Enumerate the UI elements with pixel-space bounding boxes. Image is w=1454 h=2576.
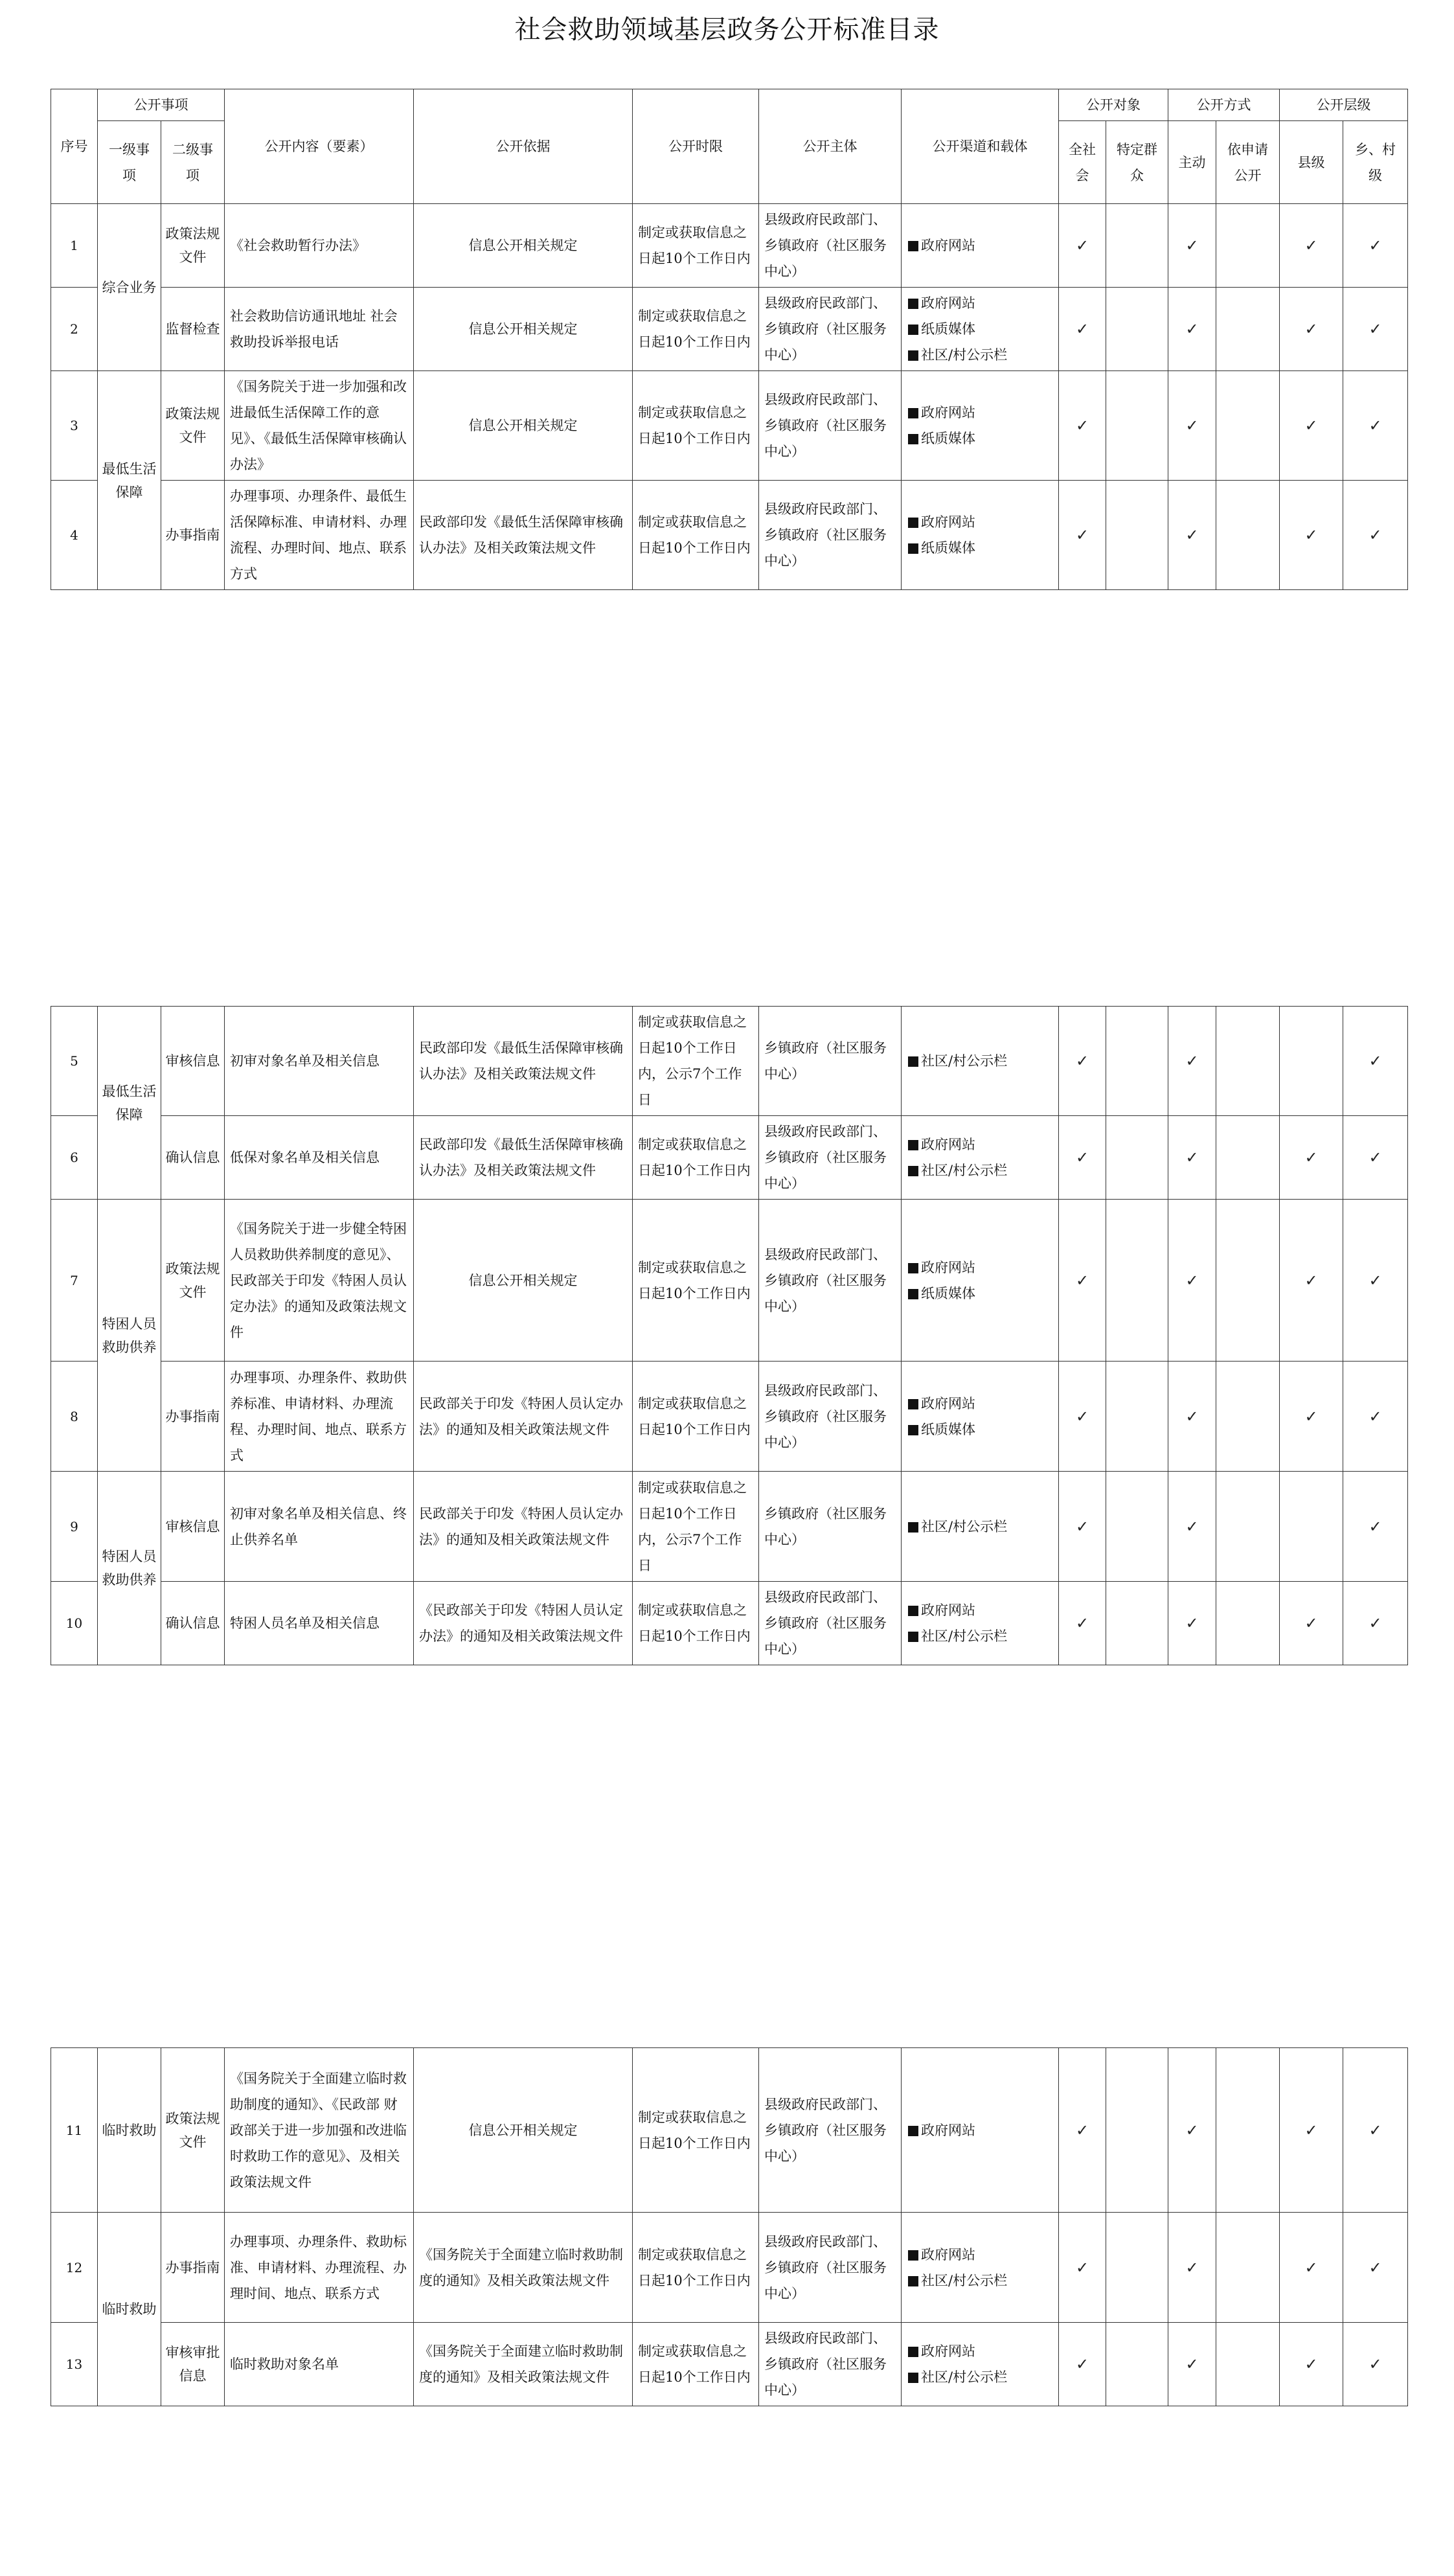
content-cell: 办理事项、办理条件、救助供养标准、申请材料、办理流程、办理时间、地点、联系方式: [225, 1362, 414, 1472]
basis-cell: 民政部印发《最低生活保障审核确认办法》及相关政策法规文件: [414, 1007, 633, 1116]
target-all-check: ✓: [1059, 2323, 1106, 2406]
table-row: [51, 371, 1408, 481]
square-bullet-icon: [908, 1056, 918, 1067]
mode-active-check: ✓: [1168, 1007, 1216, 1116]
catalog-table-part-2: [51, 1006, 1408, 1665]
square-bullet-icon: [908, 241, 918, 251]
tier-village-check: ✓: [1343, 1200, 1408, 1362]
basis-cell: 《国务院关于全面建立临时救助制度的通知》及相关政策法规文件: [414, 2323, 633, 2406]
table-row: [51, 2323, 1408, 2406]
tier-village-check: ✓: [1343, 1007, 1408, 1116]
channel-item: [908, 400, 1052, 426]
tier-county-cell: [1280, 1472, 1343, 1582]
content-cell: 办理事项、办理条件、救助标准、申请材料、办理流程、办理时间、地点、联系方式: [225, 2213, 414, 2323]
channel-item: [908, 316, 1052, 342]
table-row: [51, 1472, 1408, 1582]
target-all-check: ✓: [1059, 1362, 1106, 1472]
row-number: 8: [51, 1362, 98, 1472]
table-row: [51, 481, 1408, 590]
table-row: [51, 1200, 1408, 1362]
channel-cell: [902, 288, 1059, 371]
basis-cell: 民政部关于印发《特困人员认定办法》的通知及相关政策法规文件: [414, 1362, 633, 1472]
header-target-specific: 特定群众: [1106, 121, 1168, 204]
time-cell: 制定或获取信息之日起10个工作日内，公示7个工作日: [633, 1007, 759, 1116]
time-cell: 制定或获取信息之日起10个工作日内，公示7个工作日: [633, 1472, 759, 1582]
channel-label: 社区/村公示栏: [921, 2369, 1008, 2385]
subject-cell: 县级政府民政部门、乡镇政府（社区服务中心）: [759, 1362, 902, 1472]
tier-village-check: ✓: [1343, 1362, 1408, 1472]
channel-label: 纸质媒体: [921, 540, 975, 556]
channel-cell: [902, 1362, 1059, 1472]
channel-label: 政府网站: [921, 1395, 975, 1411]
tier-village-check: ✓: [1343, 2048, 1408, 2213]
square-bullet-icon: [908, 1606, 918, 1616]
tier-county-check: ✓: [1280, 1200, 1343, 1362]
channel-item: [908, 1391, 1052, 1417]
channel-item: [908, 535, 1052, 561]
basis-cell: 信息公开相关规定: [414, 2048, 633, 2213]
mode-active-check: ✓: [1168, 481, 1216, 590]
channel-label: 政府网站: [921, 2343, 975, 2359]
content-cell: 低保对象名单及相关信息: [225, 1116, 414, 1200]
tier-village-check: ✓: [1343, 481, 1408, 590]
target-all-check: ✓: [1059, 2213, 1106, 2323]
subject-cell: 县级政府民政部门、乡镇政府（社区服务中心）: [759, 1582, 902, 1665]
square-bullet-icon: [908, 1632, 918, 1642]
row-number: 1: [51, 204, 98, 288]
channel-item: [908, 1597, 1052, 1623]
time-cell: 制定或获取信息之日起10个工作日内: [633, 481, 759, 590]
target-specific-cell: [1106, 1472, 1168, 1582]
channel-label: 政府网站: [921, 2122, 975, 2138]
channel-item: [908, 1132, 1052, 1157]
target-all-check: ✓: [1059, 204, 1106, 288]
channel-cell: [902, 1007, 1059, 1116]
target-specific-cell: [1106, 2048, 1168, 2213]
mode-active-check: ✓: [1168, 1582, 1216, 1665]
row-number: 11: [51, 2048, 98, 2213]
target-specific-cell: [1106, 2323, 1168, 2406]
level2-item: 政策法规文件: [161, 371, 225, 481]
channel-item: [908, 2242, 1052, 2268]
page-title: 社会救助领域基层政务公开标准目录: [514, 15, 940, 45]
subject-cell: 县级政府民政部门、乡镇政府（社区服务中心）: [759, 2213, 902, 2323]
target-all-check: ✓: [1059, 1200, 1106, 1362]
mode-request-cell: [1216, 1116, 1280, 1200]
tier-county-check: ✓: [1280, 1582, 1343, 1665]
header-time: 公开时限: [633, 89, 759, 204]
channel-cell: [902, 1582, 1059, 1665]
table-row: [51, 2048, 1408, 2213]
time-cell: 制定或获取信息之日起10个工作日内: [633, 1582, 759, 1665]
mode-active-check: ✓: [1168, 1362, 1216, 1472]
mode-request-cell: [1216, 481, 1280, 590]
level2-item: 政策法规文件: [161, 204, 225, 288]
channel-item: [908, 2117, 1052, 2143]
subject-cell: 县级政府民政部门、乡镇政府（社区服务中心）: [759, 2048, 902, 2213]
level1-item: 临时救助: [98, 2048, 161, 2213]
level2-item: 政策法规文件: [161, 1200, 225, 1362]
content-cell: 社会救助信访通讯地址 社会救助投诉举报电话: [225, 288, 414, 371]
channel-item: [908, 2364, 1052, 2390]
target-specific-cell: [1106, 1007, 1168, 1116]
channel-label: 社区/村公示栏: [921, 2272, 1008, 2288]
tier-village-check: ✓: [1343, 288, 1408, 371]
channel-item: [908, 342, 1052, 368]
mode-active-check: ✓: [1168, 1116, 1216, 1200]
target-all-check: ✓: [1059, 1472, 1106, 1582]
target-specific-cell: [1106, 2213, 1168, 2323]
mode-request-cell: [1216, 204, 1280, 288]
channel-item: [908, 2338, 1052, 2364]
row-number: 6: [51, 1116, 98, 1200]
channel-label: 社区/村公示栏: [921, 1628, 1008, 1644]
time-cell: 制定或获取信息之日起10个工作日内: [633, 1200, 759, 1362]
mode-active-check: ✓: [1168, 1200, 1216, 1362]
mode-active-check: ✓: [1168, 288, 1216, 371]
target-all-check: ✓: [1059, 481, 1106, 590]
square-bullet-icon: [908, 543, 918, 554]
time-cell: 制定或获取信息之日起10个工作日内: [633, 204, 759, 288]
square-bullet-icon: [908, 325, 918, 335]
mode-active-check: ✓: [1168, 2323, 1216, 2406]
mode-request-cell: [1216, 2048, 1280, 2213]
channel-item: [908, 509, 1052, 535]
square-bullet-icon: [908, 434, 918, 444]
channel-label: 政府网站: [921, 1259, 975, 1275]
channel-cell: [902, 1200, 1059, 1362]
channel-cell: [902, 481, 1059, 590]
subject-cell: 县级政府民政部门、乡镇政府（社区服务中心）: [759, 371, 902, 481]
basis-cell: 信息公开相关规定: [414, 1200, 633, 1362]
level2-item: 办事指南: [161, 1362, 225, 1472]
channel-item: [908, 426, 1052, 451]
channel-item: [908, 1623, 1052, 1649]
channel-cell: [902, 204, 1059, 288]
catalog-table-part-3: [51, 2047, 1408, 2406]
row-number: 10: [51, 1582, 98, 1665]
square-bullet-icon: [908, 2250, 918, 2261]
tier-village-check: ✓: [1343, 1582, 1408, 1665]
square-bullet-icon: [908, 518, 918, 528]
row-number: 4: [51, 481, 98, 590]
mode-request-cell: [1216, 288, 1280, 371]
catalog-table-part-1: [51, 89, 1408, 590]
channel-label: 社区/村公示栏: [921, 1053, 1008, 1069]
square-bullet-icon: [908, 1166, 918, 1176]
subject-cell: 县级政府民政部门、乡镇政府（社区服务中心）: [759, 204, 902, 288]
square-bullet-icon: [908, 1425, 918, 1435]
tier-county-check: ✓: [1280, 288, 1343, 371]
time-cell: 制定或获取信息之日起10个工作日内: [633, 2323, 759, 2406]
subject-cell: 乡镇政府（社区服务中心）: [759, 1007, 902, 1116]
square-bullet-icon: [908, 1522, 918, 1533]
tier-county-cell: [1280, 1007, 1343, 1116]
subject-cell: 县级政府民政部门、乡镇政府（社区服务中心）: [759, 481, 902, 590]
basis-cell: 《国务院关于全面建立临时救助制度的通知》及相关政策法规文件: [414, 2213, 633, 2323]
level2-item: 审核信息: [161, 1007, 225, 1116]
channel-cell: [902, 2213, 1059, 2323]
subject-cell: 县级政府民政部门、乡镇政府（社区服务中心）: [759, 1116, 902, 1200]
level1-item: 临时救助: [98, 2213, 161, 2406]
channel-cell: [902, 1472, 1059, 1582]
channel-item: [908, 1255, 1052, 1281]
row-number: 12: [51, 2213, 98, 2323]
target-all-check: ✓: [1059, 371, 1106, 481]
channel-label: 社区/村公示栏: [921, 347, 1008, 363]
header-mode-active: 主动: [1168, 121, 1216, 204]
table-row: [51, 1116, 1408, 1200]
level2-item: 确认信息: [161, 1116, 225, 1200]
channel-item: [908, 233, 1052, 258]
mode-request-cell: [1216, 1200, 1280, 1362]
mode-request-cell: [1216, 1582, 1280, 1665]
time-cell: 制定或获取信息之日起10个工作日内: [633, 1116, 759, 1200]
channel-cell: [902, 1116, 1059, 1200]
channel-label: 纸质媒体: [921, 1421, 975, 1437]
basis-cell: 民政部关于印发《特困人员认定办法》的通知及相关政策法规文件: [414, 1472, 633, 1582]
table-row: [51, 1362, 1408, 1472]
tier-village-check: ✓: [1343, 2323, 1408, 2406]
target-specific-cell: [1106, 288, 1168, 371]
channel-label: 政府网站: [921, 2246, 975, 2263]
mode-active-check: ✓: [1168, 2048, 1216, 2213]
channel-item: [908, 1157, 1052, 1183]
target-all-check: ✓: [1059, 2048, 1106, 2213]
content-cell: 初审对象名单及相关信息: [225, 1007, 414, 1116]
header-channel: 公开渠道和载体: [902, 89, 1059, 204]
header-items: 公开事项: [98, 89, 225, 121]
mode-active-check: ✓: [1168, 371, 1216, 481]
level1-item: 最低生活保障: [98, 371, 161, 590]
mode-request-cell: [1216, 371, 1280, 481]
level2-item: 办事指南: [161, 2213, 225, 2323]
tier-village-check: ✓: [1343, 204, 1408, 288]
table-row: [51, 204, 1408, 288]
row-number: 3: [51, 371, 98, 481]
channel-label: 纸质媒体: [921, 1285, 975, 1301]
tier-village-check: ✓: [1343, 2213, 1408, 2323]
square-bullet-icon: [908, 1289, 918, 1299]
level1-item: 特困人员救助供养: [98, 1200, 161, 1472]
square-bullet-icon: [908, 2126, 918, 2136]
header-level2: 二级事项: [161, 121, 225, 204]
level2-item: 政策法规文件: [161, 2048, 225, 2213]
time-cell: 制定或获取信息之日起10个工作日内: [633, 288, 759, 371]
time-cell: 制定或获取信息之日起10个工作日内: [633, 1362, 759, 1472]
target-specific-cell: [1106, 1200, 1168, 1362]
content-cell: 《国务院关于全面建立临时救助制度的通知》、《民政部 财政部关于进一步加强和改进临时救助工作的意见》、及相关政策法规文件: [225, 2048, 414, 2213]
level1-item: 特困人员救助供养: [98, 1472, 161, 1665]
basis-cell: 民政部印发《最低生活保障审核确认办法》及相关政策法规文件: [414, 1116, 633, 1200]
content-cell: 《国务院关于进一步健全特困人员救助供养制度的意见》、民政部关于印发《特困人员认定办法》的通知及政策法规文件: [225, 1200, 414, 1362]
time-cell: 制定或获取信息之日起10个工作日内: [633, 2213, 759, 2323]
header-target-all: 全社会: [1059, 121, 1106, 204]
channel-cell: [902, 371, 1059, 481]
channel-cell: [902, 2048, 1059, 2213]
time-cell: 制定或获取信息之日起10个工作日内: [633, 371, 759, 481]
header-tier-village: 乡、村级: [1343, 121, 1408, 204]
basis-cell: 民政部印发《最低生活保障审核确认办法》及相关政策法规文件: [414, 481, 633, 590]
square-bullet-icon: [908, 2373, 918, 2383]
level1-item: 综合业务: [98, 204, 161, 371]
level2-item: 办事指南: [161, 481, 225, 590]
content-cell: 办理事项、办理条件、最低生活保障标准、申请材料、办理流程、办理时间、地点、联系方式: [225, 481, 414, 590]
header-mode-request: 依申请公开: [1216, 121, 1280, 204]
target-specific-cell: [1106, 481, 1168, 590]
content-cell: 《社会救助暂行办法》: [225, 204, 414, 288]
channel-label: 社区/村公示栏: [921, 1163, 1008, 1178]
target-specific-cell: [1106, 371, 1168, 481]
table-row: [51, 1582, 1408, 1665]
row-number: 13: [51, 2323, 98, 2406]
channel-label: 政府网站: [921, 1137, 975, 1152]
mode-active-check: ✓: [1168, 204, 1216, 288]
time-cell: 制定或获取信息之日起10个工作日内: [633, 2048, 759, 2213]
level2-item: 确认信息: [161, 1582, 225, 1665]
header-row-1: [51, 89, 1408, 121]
tier-county-check: ✓: [1280, 481, 1343, 590]
channel-item: [908, 1048, 1052, 1074]
subject-cell: 乡镇政府（社区服务中心）: [759, 1472, 902, 1582]
target-all-check: ✓: [1059, 1007, 1106, 1116]
mode-active-check: ✓: [1168, 2213, 1216, 2323]
square-bullet-icon: [908, 1399, 918, 1409]
table-row: [51, 1007, 1408, 1116]
tier-village-check: ✓: [1343, 1116, 1408, 1200]
channel-item: [908, 1514, 1052, 1540]
header-mode: 公开方式: [1168, 89, 1280, 121]
header-level1: 一级事项: [98, 121, 161, 204]
channel-item: [908, 1281, 1052, 1306]
channel-label: 政府网站: [921, 405, 975, 420]
row-number: 7: [51, 1200, 98, 1362]
header-basis: 公开依据: [414, 89, 633, 204]
channel-label: 政府网站: [921, 514, 975, 530]
subject-cell: 县级政府民政部门、乡镇政府（社区服务中心）: [759, 288, 902, 371]
header-target: 公开对象: [1059, 89, 1168, 121]
square-bullet-icon: [908, 1263, 918, 1273]
tier-county-check: ✓: [1280, 371, 1343, 481]
table-row: [51, 2213, 1408, 2323]
target-all-check: ✓: [1059, 1582, 1106, 1665]
target-specific-cell: [1106, 1116, 1168, 1200]
basis-cell: 信息公开相关规定: [414, 371, 633, 481]
level2-item: 审核信息: [161, 1472, 225, 1582]
content-cell: 初审对象名单及相关信息、终止供养名单: [225, 1472, 414, 1582]
channel-label: 政府网站: [921, 1602, 975, 1618]
mode-request-cell: [1216, 2213, 1280, 2323]
mode-request-cell: [1216, 1007, 1280, 1116]
channel-label: 政府网站: [921, 295, 975, 311]
channel-label: 政府网站: [921, 238, 975, 253]
square-bullet-icon: [908, 2276, 918, 2286]
channel-item: [908, 2268, 1052, 2294]
tier-county-check: ✓: [1280, 2323, 1343, 2406]
row-number: 2: [51, 288, 98, 371]
mode-active-check: ✓: [1168, 1472, 1216, 1582]
tier-county-check: ✓: [1280, 2048, 1343, 2213]
row-number: 9: [51, 1472, 98, 1582]
channel-label: 纸质媒体: [921, 431, 975, 446]
header-subject: 公开主体: [759, 89, 902, 204]
tier-village-check: ✓: [1343, 371, 1408, 481]
channel-label: 社区/村公示栏: [921, 1518, 1008, 1534]
target-all-check: ✓: [1059, 1116, 1106, 1200]
content-cell: 临时救助对象名单: [225, 2323, 414, 2406]
tier-county-check: ✓: [1280, 1362, 1343, 1472]
content-cell: 特困人员名单及相关信息: [225, 1582, 414, 1665]
tier-village-check: ✓: [1343, 1472, 1408, 1582]
channel-cell: [902, 2323, 1059, 2406]
target-specific-cell: [1106, 1362, 1168, 1472]
target-specific-cell: [1106, 1582, 1168, 1665]
tier-county-check: ✓: [1280, 2213, 1343, 2323]
level2-item: 审核审批信息: [161, 2323, 225, 2406]
content-cell: 《国务院关于进一步加强和改进最低生活保障工作的意见》、《最低生活保障审核确认办法》: [225, 371, 414, 481]
table-row: [51, 288, 1408, 371]
square-bullet-icon: [908, 299, 918, 309]
mode-request-cell: [1216, 2323, 1280, 2406]
square-bullet-icon: [908, 2347, 918, 2357]
mode-request-cell: [1216, 1362, 1280, 1472]
target-all-check: ✓: [1059, 288, 1106, 371]
tier-county-check: ✓: [1280, 1116, 1343, 1200]
header-tier: 公开层级: [1280, 89, 1408, 121]
subject-cell: 县级政府民政部门、乡镇政府（社区服务中心）: [759, 2323, 902, 2406]
row-number: 5: [51, 1007, 98, 1116]
square-bullet-icon: [908, 350, 918, 361]
basis-cell: 《民政部关于印发《特困人员认定办法》的通知及相关政策法规文件: [414, 1582, 633, 1665]
level1-item: 最低生活保障: [98, 1007, 161, 1200]
channel-item: [908, 290, 1052, 316]
header-tier-county: 县级: [1280, 121, 1343, 204]
channel-item: [908, 1417, 1052, 1442]
mode-request-cell: [1216, 1472, 1280, 1582]
level2-item: 监督检查: [161, 288, 225, 371]
square-bullet-icon: [908, 408, 918, 418]
subject-cell: 县级政府民政部门、乡镇政府（社区服务中心）: [759, 1200, 902, 1362]
header-seq: 序号: [51, 89, 98, 204]
square-bullet-icon: [908, 1140, 918, 1150]
header-content: 公开内容（要素）: [225, 89, 414, 204]
target-specific-cell: [1106, 204, 1168, 288]
channel-label: 纸质媒体: [921, 321, 975, 337]
basis-cell: 信息公开相关规定: [414, 288, 633, 371]
basis-cell: 信息公开相关规定: [414, 204, 633, 288]
tier-county-check: ✓: [1280, 204, 1343, 288]
